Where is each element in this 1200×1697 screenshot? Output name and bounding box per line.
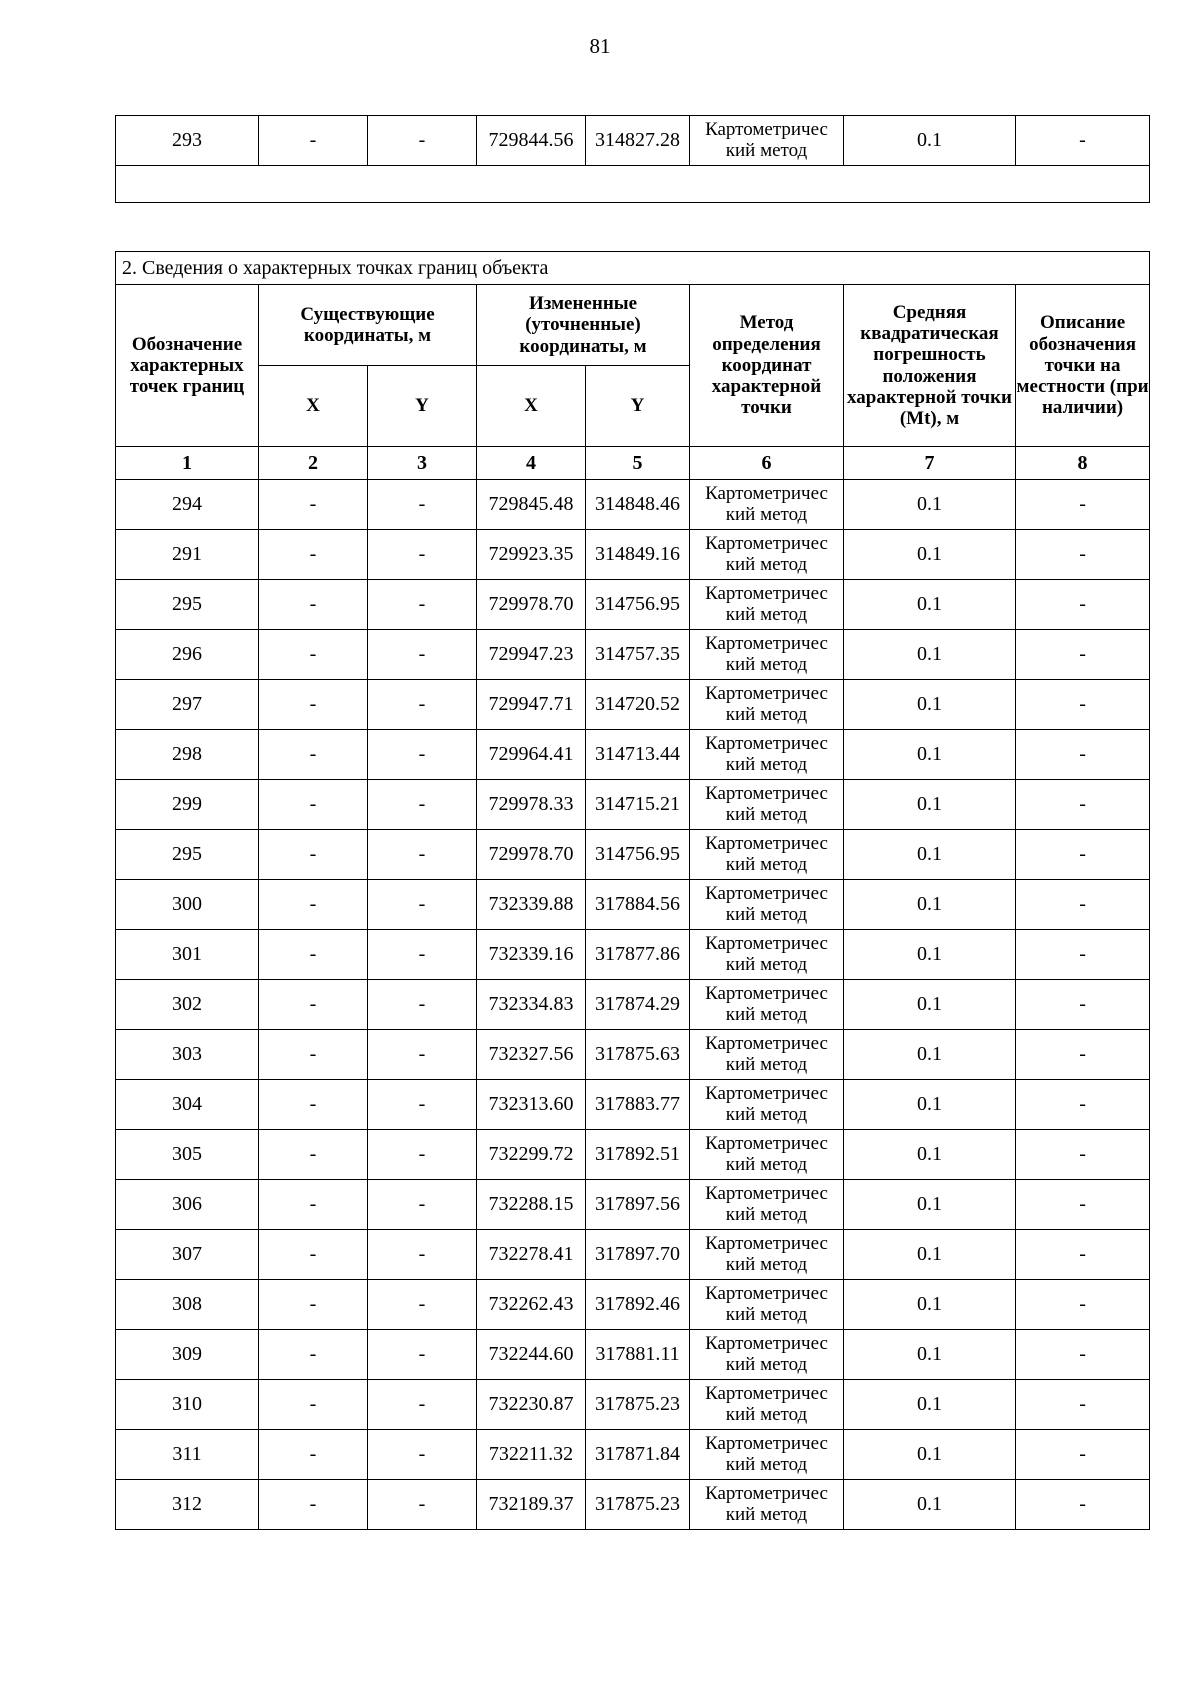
- existing-y-cell: -: [368, 630, 477, 680]
- method-line-1: Картометричес: [705, 882, 828, 904]
- point-cell: 302: [116, 980, 259, 1030]
- existing-x-cell: -: [259, 630, 368, 680]
- method-line-2: кий метод: [725, 1453, 808, 1475]
- method-cell: [690, 630, 844, 680]
- table-row: [116, 580, 1150, 630]
- existing-x-cell: -: [259, 980, 368, 1030]
- x-cell: 732230.87: [477, 1380, 586, 1430]
- method-line-2: кий метод: [725, 603, 808, 625]
- method-line-2: кий метод: [725, 503, 808, 525]
- x-cell: 732244.60: [477, 1330, 586, 1380]
- method-cell: [690, 1030, 844, 1080]
- existing-x-cell: -: [259, 1480, 368, 1530]
- method-line-1: Картометричес: [705, 1232, 828, 1254]
- empty-cell: [116, 166, 1150, 203]
- header-existing-y: Y: [368, 366, 477, 447]
- description-cell: -: [1016, 730, 1150, 780]
- point-cell: 306: [116, 1180, 259, 1230]
- description-cell: -: [1016, 580, 1150, 630]
- y-cell: 317884.56: [586, 880, 690, 930]
- table-row: [116, 780, 1150, 830]
- y-cell: 317875.23: [586, 1480, 690, 1530]
- method-line-1: Картометричес: [705, 1132, 828, 1154]
- existing-x-cell: -: [259, 730, 368, 780]
- method-line-2: кий метод: [725, 1303, 808, 1325]
- method-line-1: Картометричес: [705, 682, 828, 704]
- existing-y-cell: -: [368, 480, 477, 530]
- table-row: [116, 1280, 1150, 1330]
- column-number: 7: [844, 447, 1016, 480]
- x-cell: 732299.72: [477, 1130, 586, 1180]
- existing-y-cell: -: [368, 780, 477, 830]
- mt-cell: 0.1: [844, 1030, 1016, 1080]
- header-mt: Средняя квадратическая погрешность положения характерной точки (Mt), м: [844, 285, 1016, 447]
- description-cell: -: [1016, 630, 1150, 680]
- x-cell: 732339.16: [477, 930, 586, 980]
- header-method: Метод определения координат характерной точки: [690, 285, 844, 447]
- method-cell: [690, 530, 844, 580]
- existing-x-cell: -: [259, 680, 368, 730]
- section-title: 2. Сведения о характерных точках границ объекта: [116, 252, 1150, 285]
- method-line-1: Картометричес: [705, 118, 828, 140]
- method-cell: [690, 1230, 844, 1280]
- method-line-1: Картометричес: [705, 732, 828, 754]
- method-line-1: Картометричес: [705, 782, 828, 804]
- header-description: Описание обозначения точки на местности (при наличии): [1016, 285, 1150, 447]
- y-cell: 314756.95: [586, 580, 690, 630]
- table-row: [116, 630, 1150, 680]
- y-cell: 314848.46: [586, 480, 690, 530]
- y-cell: 317897.70: [586, 1230, 690, 1280]
- table-row: [116, 680, 1150, 730]
- existing-x-cell: -: [259, 780, 368, 830]
- existing-x-cell: -: [259, 1280, 368, 1330]
- method-cell: [690, 580, 844, 630]
- boundary-points-table-body: [116, 480, 1150, 1530]
- table-row: [116, 1080, 1150, 1130]
- existing-y-cell: -: [368, 880, 477, 930]
- x-cell: 732189.37: [477, 1480, 586, 1530]
- description-cell: -: [1016, 1430, 1150, 1480]
- method-line-2: кий метод: [725, 1353, 808, 1375]
- method-line-2: кий метод: [725, 1403, 808, 1425]
- existing-x-cell: -: [259, 830, 368, 880]
- header-point: Обозначение характерных точек границ: [116, 285, 259, 447]
- y-cell: 314827.28: [586, 116, 690, 166]
- x-cell: 732278.41: [477, 1230, 586, 1280]
- existing-y-cell: -: [368, 680, 477, 730]
- mt-cell: 0.1: [844, 530, 1016, 580]
- existing-y-cell: -: [368, 1030, 477, 1080]
- method-cell: [690, 980, 844, 1030]
- method-line-2: кий метод: [725, 903, 808, 925]
- x-cell: 732313.60: [477, 1080, 586, 1130]
- method-cell: [690, 116, 844, 166]
- existing-y-cell: -: [368, 1180, 477, 1230]
- column-number: 1: [116, 447, 259, 480]
- method-line-1: Картометричес: [705, 632, 828, 654]
- point-cell: 307: [116, 1230, 259, 1280]
- existing-y-cell: -: [368, 1230, 477, 1280]
- boundary-points-table: [115, 251, 1150, 1530]
- method-line-1: Картометричес: [705, 582, 828, 604]
- description-cell: -: [1016, 980, 1150, 1030]
- y-cell: 314715.21: [586, 780, 690, 830]
- description-cell: -: [1016, 830, 1150, 880]
- method-cell: [690, 1480, 844, 1530]
- table-row: [116, 880, 1150, 930]
- mt-cell: 0.1: [844, 1080, 1016, 1130]
- method-line-2: кий метод: [725, 953, 808, 975]
- method-line-1: Картометричес: [705, 482, 828, 504]
- method-line-1: Картометричес: [705, 1032, 828, 1054]
- table-row: [116, 830, 1150, 880]
- x-cell: 732288.15: [477, 1180, 586, 1230]
- point-cell: 295: [116, 830, 259, 880]
- description-cell: -: [1016, 1280, 1150, 1330]
- method-cell: [690, 480, 844, 530]
- header-changed-x: X: [477, 366, 586, 447]
- description-cell: -: [1016, 880, 1150, 930]
- method-cell: [690, 1180, 844, 1230]
- method-line-1: Картометричес: [705, 1282, 828, 1304]
- existing-y-cell: -: [368, 1380, 477, 1430]
- method-line-2: кий метод: [725, 653, 808, 675]
- method-line-2: кий метод: [725, 853, 808, 875]
- x-cell: 732339.88: [477, 880, 586, 930]
- table-row: [116, 1130, 1150, 1180]
- point-cell: 312: [116, 1480, 259, 1530]
- mt-cell: 0.1: [844, 480, 1016, 530]
- header-existing-coords: Существующие координаты, м: [259, 285, 477, 366]
- method-line-2: кий метод: [725, 139, 808, 161]
- method-line-1: Картометричес: [705, 982, 828, 1004]
- x-cell: 732334.83: [477, 980, 586, 1030]
- mt-cell: 0.1: [844, 680, 1016, 730]
- point-cell: 300: [116, 880, 259, 930]
- point-cell: 303: [116, 1030, 259, 1080]
- method-line-2: кий метод: [725, 1153, 808, 1175]
- column-number: 2: [259, 447, 368, 480]
- method-line-1: Картометричес: [705, 1182, 828, 1204]
- description-cell: -: [1016, 530, 1150, 580]
- method-cell: [690, 1280, 844, 1330]
- x-cell: 732327.56: [477, 1030, 586, 1080]
- method-line-1: Картометричес: [705, 1332, 828, 1354]
- existing-y-cell: -: [368, 1130, 477, 1180]
- existing-x-cell: -: [259, 1330, 368, 1380]
- table-row: [116, 480, 1150, 530]
- y-cell: 317875.63: [586, 1030, 690, 1080]
- method-line-1: Картометричес: [705, 1432, 828, 1454]
- point-cell: 310: [116, 1380, 259, 1430]
- x-cell: 729844.56: [477, 116, 586, 166]
- y-cell: 317881.11: [586, 1330, 690, 1380]
- mt-cell: 0.1: [844, 880, 1016, 930]
- point-cell: 311: [116, 1430, 259, 1480]
- existing-y-cell: -: [368, 930, 477, 980]
- method-cell: [690, 1080, 844, 1130]
- method-line-1: Картометричес: [705, 832, 828, 854]
- y-cell: 314849.16: [586, 530, 690, 580]
- mt-cell: 0.1: [844, 730, 1016, 780]
- existing-y-cell: -: [368, 1280, 477, 1330]
- method-line-2: кий метод: [725, 553, 808, 575]
- header-changed-y: Y: [586, 366, 690, 447]
- description-cell: -: [1016, 1230, 1150, 1280]
- existing-x-cell: -: [259, 480, 368, 530]
- existing-x-cell: -: [259, 930, 368, 980]
- point-cell: 298: [116, 730, 259, 780]
- table-row: [116, 930, 1150, 980]
- existing-x-cell: -: [259, 1380, 368, 1430]
- method-line-1: Картометричес: [705, 532, 828, 554]
- method-line-2: кий метод: [725, 803, 808, 825]
- table-row: [116, 1330, 1150, 1380]
- existing-x-cell: -: [259, 1030, 368, 1080]
- method-line-2: кий метод: [725, 1203, 808, 1225]
- column-number: 8: [1016, 447, 1150, 480]
- method-cell: [690, 880, 844, 930]
- table-row: [116, 116, 1150, 166]
- continuation-table: [115, 115, 1150, 203]
- existing-y-cell: -: [368, 530, 477, 580]
- y-cell: 317875.23: [586, 1380, 690, 1430]
- method-line-2: кий метод: [725, 1053, 808, 1075]
- column-number: 3: [368, 447, 477, 480]
- existing-y-cell: -: [368, 1430, 477, 1480]
- description-cell: -: [1016, 780, 1150, 830]
- existing-x-cell: -: [259, 1230, 368, 1280]
- y-cell: 317883.77: [586, 1080, 690, 1130]
- y-cell: 317874.29: [586, 980, 690, 1030]
- method-cell: [690, 680, 844, 730]
- point-cell: 296: [116, 630, 259, 680]
- existing-y-cell: -: [368, 580, 477, 630]
- method-cell: [690, 1430, 844, 1480]
- description-cell: -: [1016, 1380, 1150, 1430]
- method-cell: [690, 1380, 844, 1430]
- mt-cell: 0.1: [844, 830, 1016, 880]
- header-changed-coords: Измененные (уточненные) координаты, м: [477, 285, 690, 366]
- empty-row: [116, 166, 1150, 203]
- table-row: [116, 730, 1150, 780]
- table-row: [116, 1430, 1150, 1480]
- method-cell: [690, 780, 844, 830]
- method-cell: [690, 830, 844, 880]
- y-cell: 317892.46: [586, 1280, 690, 1330]
- mt-cell: 0.1: [844, 116, 1016, 166]
- method-cell: [690, 930, 844, 980]
- y-cell: 314720.52: [586, 680, 690, 730]
- existing-y-cell: -: [368, 1080, 477, 1130]
- mt-cell: 0.1: [844, 1180, 1016, 1230]
- existing-x-cell: -: [259, 1180, 368, 1230]
- point-cell: 299: [116, 780, 259, 830]
- method-line-1: Картометричес: [705, 932, 828, 954]
- description-cell: -: [1016, 1180, 1150, 1230]
- existing-y-cell: -: [368, 830, 477, 880]
- x-cell: 729845.48: [477, 480, 586, 530]
- existing-y-cell: -: [368, 730, 477, 780]
- point-cell: 301: [116, 930, 259, 980]
- x-cell: 729978.70: [477, 830, 586, 880]
- y-cell: 317897.56: [586, 1180, 690, 1230]
- existing-x-cell: -: [259, 1130, 368, 1180]
- point-cell: 293: [116, 116, 259, 166]
- column-number: 6: [690, 447, 844, 480]
- x-cell: 729947.71: [477, 680, 586, 730]
- table-row: [116, 530, 1150, 580]
- y-cell: 317871.84: [586, 1430, 690, 1480]
- method-line-2: кий метод: [725, 1003, 808, 1025]
- description-cell: -: [1016, 1130, 1150, 1180]
- method-line-2: кий метод: [725, 753, 808, 775]
- mt-cell: 0.1: [844, 930, 1016, 980]
- x-cell: 732262.43: [477, 1280, 586, 1330]
- mt-cell: 0.1: [844, 1380, 1016, 1430]
- x-cell: 729923.35: [477, 530, 586, 580]
- table-row: [116, 1480, 1150, 1530]
- existing-x-cell: -: [259, 116, 368, 166]
- header-existing-x: X: [259, 366, 368, 447]
- method-line-2: кий метод: [725, 1103, 808, 1125]
- y-cell: 314756.95: [586, 830, 690, 880]
- column-number: 5: [586, 447, 690, 480]
- existing-y-cell: -: [368, 1480, 477, 1530]
- point-cell: 304: [116, 1080, 259, 1130]
- point-cell: 294: [116, 480, 259, 530]
- existing-y-cell: -: [368, 1330, 477, 1380]
- table-row: [116, 1030, 1150, 1080]
- description-cell: -: [1016, 930, 1150, 980]
- mt-cell: 0.1: [844, 1480, 1016, 1530]
- description-cell: -: [1016, 1030, 1150, 1080]
- method-line-2: кий метод: [725, 703, 808, 725]
- existing-x-cell: -: [259, 880, 368, 930]
- x-cell: 729964.41: [477, 730, 586, 780]
- mt-cell: 0.1: [844, 630, 1016, 680]
- column-number: 4: [477, 447, 586, 480]
- mt-cell: 0.1: [844, 1430, 1016, 1480]
- mt-cell: 0.1: [844, 1130, 1016, 1180]
- description-cell: -: [1016, 680, 1150, 730]
- page-number: 81: [589, 34, 611, 58]
- mt-cell: 0.1: [844, 1280, 1016, 1330]
- point-cell: 295: [116, 580, 259, 630]
- x-cell: 729947.23: [477, 630, 586, 680]
- mt-cell: 0.1: [844, 980, 1016, 1030]
- description-cell: -: [1016, 1480, 1150, 1530]
- description-cell: -: [1016, 116, 1150, 166]
- mt-cell: 0.1: [844, 580, 1016, 630]
- point-cell: 305: [116, 1130, 259, 1180]
- method-line-1: Картометричес: [705, 1082, 828, 1104]
- y-cell: 314757.35: [586, 630, 690, 680]
- method-line-2: кий метод: [725, 1503, 808, 1525]
- existing-x-cell: -: [259, 580, 368, 630]
- method-line-1: Картометричес: [705, 1382, 828, 1404]
- continuation-table-body: [116, 116, 1150, 203]
- point-cell: 309: [116, 1330, 259, 1380]
- table-row: [116, 1380, 1150, 1430]
- description-cell: -: [1016, 1080, 1150, 1130]
- table-row: [116, 1180, 1150, 1230]
- x-cell: 729978.33: [477, 780, 586, 830]
- method-line-2: кий метод: [725, 1253, 808, 1275]
- method-cell: [690, 1330, 844, 1380]
- method-line-1: Картометричес: [705, 1482, 828, 1504]
- x-cell: 729978.70: [477, 580, 586, 630]
- mt-cell: 0.1: [844, 1330, 1016, 1380]
- existing-y-cell: -: [368, 980, 477, 1030]
- point-cell: 291: [116, 530, 259, 580]
- description-cell: -: [1016, 1330, 1150, 1380]
- mt-cell: 0.1: [844, 1230, 1016, 1280]
- point-cell: 308: [116, 1280, 259, 1330]
- x-cell: 732211.32: [477, 1430, 586, 1480]
- y-cell: 317892.51: [586, 1130, 690, 1180]
- mt-cell: 0.1: [844, 780, 1016, 830]
- point-cell: 297: [116, 680, 259, 730]
- existing-x-cell: -: [259, 1430, 368, 1480]
- method-cell: [690, 1130, 844, 1180]
- y-cell: 317877.86: [586, 930, 690, 980]
- table-row: [116, 1230, 1150, 1280]
- method-cell: [690, 730, 844, 780]
- y-cell: 314713.44: [586, 730, 690, 780]
- existing-y-cell: -: [368, 116, 477, 166]
- table-row: [116, 980, 1150, 1030]
- existing-x-cell: -: [259, 1080, 368, 1130]
- existing-x-cell: -: [259, 530, 368, 580]
- description-cell: -: [1016, 480, 1150, 530]
